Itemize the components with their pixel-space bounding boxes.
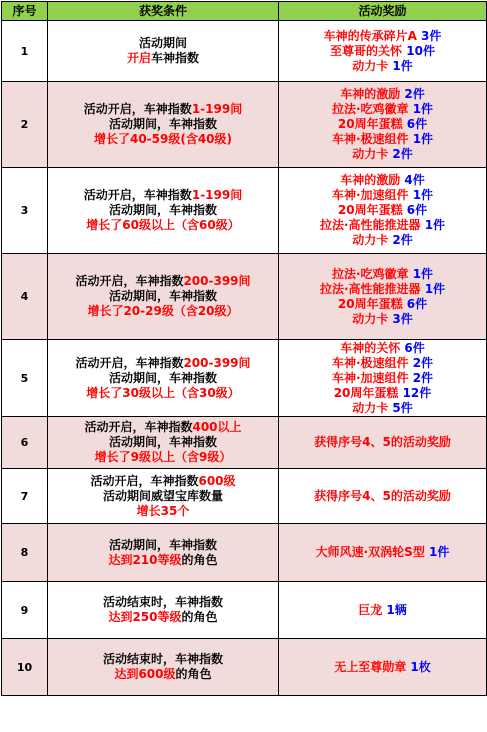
reward-line [279, 356, 486, 371]
header-condition: 获奖条件 [48, 2, 279, 21]
condition-line [48, 538, 278, 553]
table-row [2, 254, 487, 340]
row-number: 2 [2, 82, 48, 168]
row-number: 4 [2, 254, 48, 340]
text-segment: 增长了30级以上（含30级） [86, 385, 240, 400]
text-segment: 1件 [408, 132, 434, 146]
text-segment: 2件 [400, 87, 425, 101]
text-segment: 活动结束时，车神指数 [102, 652, 223, 666]
reward-line [279, 282, 486, 297]
condition-line [48, 274, 278, 289]
condition-line [48, 371, 278, 386]
condition-line [48, 652, 278, 667]
condition-line [48, 304, 278, 319]
reward-cell [279, 417, 487, 469]
reward-line [279, 386, 486, 401]
table-row [2, 82, 487, 168]
reward-line [279, 102, 486, 117]
reward-cell [279, 582, 487, 639]
condition-line [48, 289, 278, 304]
reward-line [279, 267, 486, 282]
header-row [2, 2, 487, 21]
text-segment: 的角色 [175, 667, 212, 681]
reward-cell [279, 639, 487, 696]
text-segment: 动力卡 [352, 147, 389, 161]
text-segment: 车神的关怀 [340, 340, 401, 355]
reward-line [279, 312, 486, 327]
text-segment: 无上至尊勋章 [334, 659, 407, 674]
text-segment: 1件 [420, 281, 446, 296]
condition-line [48, 420, 278, 435]
text-segment: 200-399间 [183, 274, 251, 288]
text-segment: 4件 [400, 173, 425, 187]
condition-line [48, 356, 278, 371]
text-segment: 20周年蛋糕 [337, 203, 403, 217]
text-segment: 1件 [388, 58, 413, 73]
text-segment: 6件 [402, 117, 428, 131]
text-segment: 400以上 [192, 420, 242, 434]
text-segment: 拉法·吃鸡徽章 [331, 102, 409, 116]
text-segment: 车神·加速组件 [331, 188, 409, 202]
row-number: 8 [2, 524, 48, 582]
text-segment: 达到600级 [114, 667, 176, 681]
reward-line [279, 188, 486, 203]
text-segment: 的角色 [181, 610, 218, 624]
text-segment: 动力卡 [352, 233, 389, 247]
table-row [2, 168, 487, 254]
text-segment: 车神·加速组件 [331, 370, 409, 385]
text-segment: 10件 [402, 43, 435, 58]
condition-line [48, 218, 278, 233]
reward-line [279, 489, 486, 504]
condition-cell [48, 417, 279, 469]
condition-line [48, 610, 278, 625]
text-segment: 20周年蛋糕 [337, 296, 403, 311]
text-segment: 巨龙 [358, 602, 383, 617]
text-segment: 获得序号4、5的活动奖励 [314, 488, 451, 503]
condition-cell [48, 524, 279, 582]
text-segment: 增长了40-59级(含40级) [93, 132, 233, 146]
text-segment: 动力卡 [352, 58, 389, 73]
table-body [2, 21, 487, 696]
header-no: 序号 [2, 2, 48, 21]
text-segment: 1件 [420, 218, 446, 232]
reward-line [279, 233, 486, 248]
reward-line [279, 341, 486, 356]
condition-line [48, 474, 278, 489]
text-segment: 活动期间，车神指数 [108, 117, 217, 131]
condition-cell [48, 639, 279, 696]
text-segment: 20周年蛋糕 [333, 385, 399, 400]
text-segment: 1件 [408, 188, 434, 202]
text-segment: 1件 [408, 266, 434, 281]
text-segment: 活动期间威望宝库数量 [102, 488, 223, 503]
reward-cell [279, 524, 487, 582]
text-segment: 活动开启，车神指数 [83, 188, 192, 202]
condition-cell [48, 582, 279, 639]
condition-line [48, 132, 278, 147]
text-segment: 拉法·高性能推进器 [319, 218, 421, 232]
reward-cell [279, 21, 487, 82]
text-segment: 2件 [388, 233, 413, 247]
condition-cell [48, 254, 279, 340]
text-segment: 6件 [402, 296, 428, 311]
text-segment: 12件 [398, 385, 432, 400]
condition-line [48, 51, 278, 66]
text-segment: 活动开启，车神指数 [84, 420, 193, 434]
reward-table [1, 1, 487, 696]
text-segment: 增长了60级以上（含60级） [86, 218, 240, 232]
text-segment: 1-199间 [191, 102, 243, 116]
reward-line [279, 29, 486, 44]
text-segment: 3件 [416, 28, 442, 43]
reward-line [279, 401, 486, 416]
row-number: 5 [2, 340, 48, 417]
text-segment: 车神的激励 [340, 87, 401, 101]
text-segment: 600级 [198, 473, 236, 488]
text-segment: 拉法·高性能推进器 [319, 281, 421, 296]
row-number: 9 [2, 582, 48, 639]
text-segment: 增长了20-29级（含20级） [87, 304, 239, 318]
text-segment: 2件 [408, 355, 434, 370]
condition-line [48, 435, 278, 450]
header-reward: 活动奖励 [279, 2, 487, 21]
reward-line [279, 545, 486, 560]
text-segment: 车神的激励 [340, 173, 401, 187]
reward-line [279, 435, 486, 450]
table-row [2, 524, 487, 582]
text-segment: 1件 [408, 102, 434, 116]
text-segment: 至尊哥的关怀 [330, 43, 403, 58]
text-segment: 活动期间，车神指数 [108, 537, 217, 552]
reward-line [279, 371, 486, 386]
text-segment: 1枚 [406, 659, 431, 674]
condition-line [48, 489, 278, 504]
table-row [2, 417, 487, 469]
text-segment: 3件 [388, 311, 413, 326]
text-segment: 1辆 [382, 602, 407, 617]
reward-line [279, 59, 486, 74]
text-segment: 活动开启，车神指数 [75, 274, 184, 288]
table-row [2, 21, 487, 82]
text-segment: 达到250等级 [108, 610, 182, 624]
reward-line [279, 132, 486, 147]
text-segment: 动力卡 [352, 400, 389, 415]
reward-cell [279, 469, 487, 524]
row-number: 6 [2, 417, 48, 469]
condition-line [48, 117, 278, 132]
text-segment: 6件 [400, 340, 425, 355]
text-segment: 活动期间，车神指数 [108, 203, 217, 217]
text-segment: 大师风速·双涡轮S型 [315, 545, 425, 559]
condition-line [48, 553, 278, 568]
reward-line [279, 44, 486, 59]
text-segment: 1-199间 [191, 188, 243, 202]
row-number: 10 [2, 639, 48, 696]
condition-cell [48, 168, 279, 254]
reward-cell [279, 168, 487, 254]
table-row [2, 340, 487, 417]
text-segment: 动力卡 [352, 311, 389, 326]
text-segment: 开启 [126, 51, 151, 65]
reward-cell [279, 254, 487, 340]
text-segment: 活动开启，车神指数 [75, 355, 184, 370]
condition-line [48, 102, 278, 117]
text-segment: 5件 [388, 400, 413, 415]
text-segment: 达到210等级 [108, 552, 182, 567]
text-segment: 200-399间 [183, 355, 251, 370]
reward-line [279, 203, 486, 218]
text-segment: 获得序号4、5的活动奖励 [314, 435, 451, 449]
condition-line [48, 386, 278, 401]
row-number: 3 [2, 168, 48, 254]
text-segment: 活动期间 [138, 36, 187, 50]
text-segment: 活动期间，车神指数 [108, 435, 217, 449]
condition-cell [48, 21, 279, 82]
text-segment: 的角色 [181, 552, 218, 567]
condition-line [48, 504, 278, 519]
condition-line [48, 203, 278, 218]
reward-line [279, 87, 486, 102]
condition-cell [48, 469, 279, 524]
condition-line [48, 450, 278, 465]
condition-line [48, 36, 278, 51]
reward-line [279, 173, 486, 188]
condition-line [48, 667, 278, 682]
table-row [2, 582, 487, 639]
reward-line [279, 147, 486, 162]
condition-cell [48, 82, 279, 168]
reward-cell [279, 82, 487, 168]
reward-cell [279, 340, 487, 417]
text-segment: 活动开启，车神指数 [83, 102, 192, 116]
condition-line [48, 595, 278, 610]
condition-cell [48, 340, 279, 417]
row-number: 7 [2, 469, 48, 524]
text-segment: 增长了9级以上（含9级） [94, 450, 232, 464]
text-segment: 车神的传承碎片A [323, 28, 417, 43]
text-segment: 车神指数 [151, 51, 200, 65]
text-segment: 1件 [424, 545, 450, 559]
table-row [2, 639, 487, 696]
text-segment: 车神·极速组件 [331, 355, 409, 370]
text-segment: 增长35个 [136, 503, 190, 518]
text-segment: 活动结束时，车神指数 [102, 595, 223, 609]
reward-line [279, 218, 486, 233]
reward-line [279, 117, 486, 132]
reward-line [279, 660, 486, 675]
text-segment: 活动期间，车神指数 [108, 370, 217, 385]
text-segment: 拉法·吃鸡徽章 [331, 266, 409, 281]
table-row [2, 469, 487, 524]
row-number: 1 [2, 21, 48, 82]
text-segment: 车神·极速组件 [331, 132, 409, 146]
condition-line [48, 188, 278, 203]
text-segment: 6件 [402, 203, 428, 217]
reward-line [279, 603, 486, 618]
text-segment: 20周年蛋糕 [337, 117, 403, 131]
reward-line [279, 297, 486, 312]
text-segment: 活动开启，车神指数 [90, 473, 199, 488]
text-segment: 活动期间，车神指数 [108, 289, 217, 303]
text-segment: 2件 [388, 147, 413, 161]
text-segment: 2件 [408, 370, 434, 385]
